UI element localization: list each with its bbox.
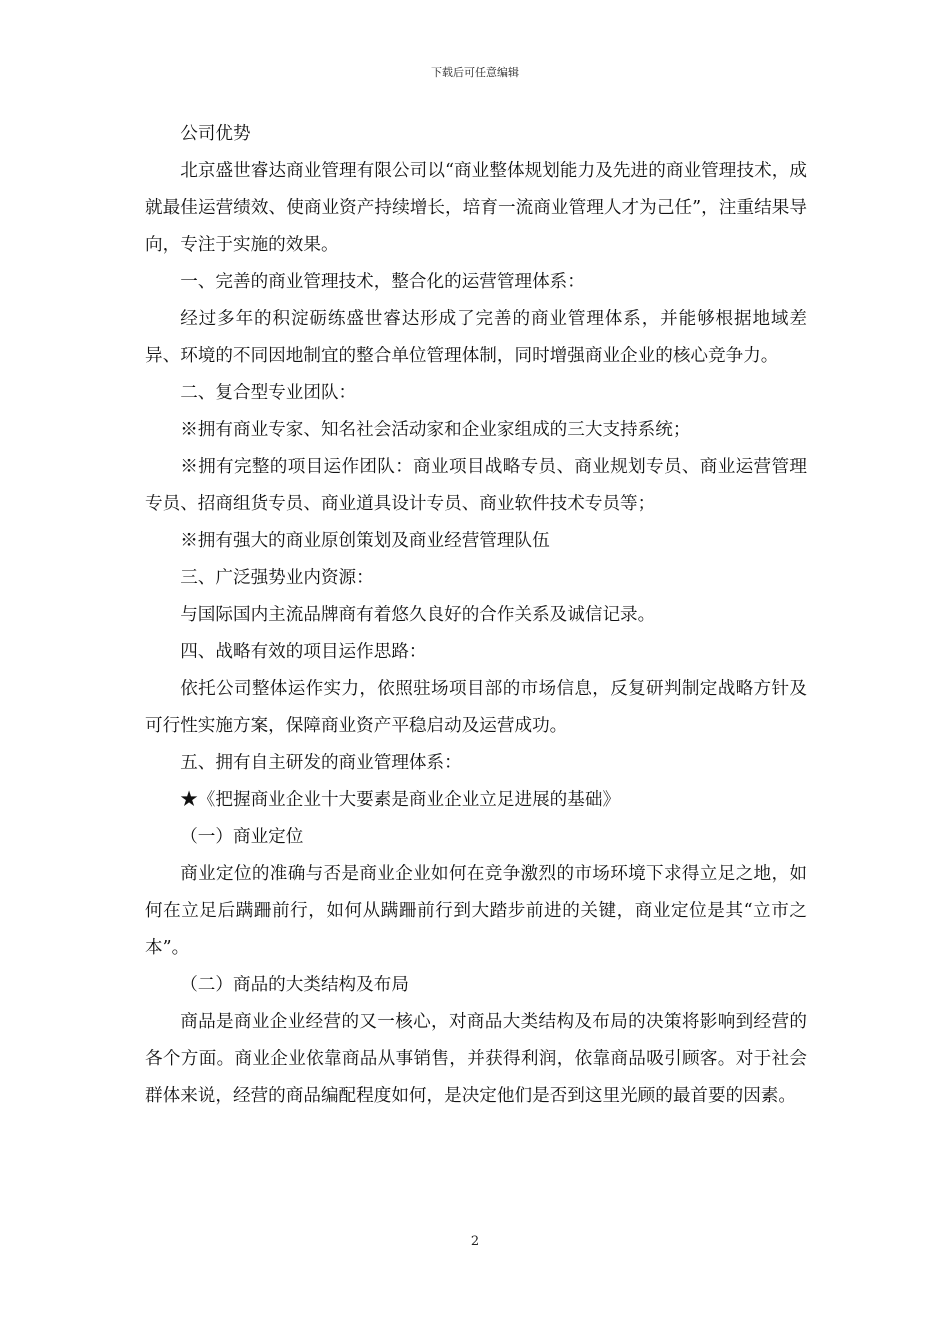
intro-paragraph: 北京盛世睿达商业管理有限公司以“商业整体规划能力及先进的商业管理技术，成就最佳运营绩效、使商业资产持续增长，培育一流商业管理人才为己任”，注重结果导向，专注于实施的效果。 (145, 161, 807, 255)
section-title: 公司优势 (180, 124, 251, 144)
heading-4: 四、战略有效的项目运作思路： (180, 642, 427, 662)
bullet-item: ※拥有完整的项目运作团队：商业项目战略专员、商业规划专员、商业运营管理专员、招商组货专员、商业道具设计专员、商业软件技术专员等； (145, 457, 807, 514)
subheading: （二）商品的大类结构及布局 (180, 975, 409, 995)
bullet-item: ※拥有商业专家、知名社会活动家和企业家组成的三大支持系统； (180, 420, 691, 440)
body-paragraph: 依托公司整体运作实力，依照驻场项目部的市场信息，反复研判制定战略方针及可行性实施方案，保障商业资产平稳启动及运营成功。 (145, 679, 807, 736)
bullet-item: ※拥有强大的商业原创策划及商业经营管理队伍 (180, 531, 550, 551)
heading-1: 一、完善的商业管理技术，整合化的运营管理体系： (180, 272, 585, 292)
heading-2: 二、复合型专业团队： (180, 383, 357, 403)
body-paragraph: 商品是商业企业经营的又一核心，对商品大类结构及布局的决策将影响到经营的各个方面。商业企业依靠商品从事销售，并获得利润，依靠商品吸引顾客。对于社会群体来说，经营的商品编配程度如何，是决定他们是否到这里光顾的最首要的因素。 (145, 1012, 807, 1106)
body-paragraph: 商业定位的准确与否是商业企业如何在竞争激烈的市场环境下求得立足之地，如何在立足后蹒跚前行，如何从蹒跚前行到大踏步前进的关键，商业定位是其“立市之本”。 (145, 864, 807, 958)
body-paragraph: 与国际国内主流品牌商有着悠久良好的合作关系及诚信记录。 (180, 605, 656, 625)
heading-3: 三、广泛强势业内资源： (180, 568, 374, 588)
subheading: （一）商业定位 (180, 827, 304, 847)
starred-title: ★《把握商业企业十大要素是商业企业立足进展的基础》 (180, 790, 621, 810)
heading-5: 五、拥有自主研发的商业管理体系： (180, 753, 462, 773)
page-number: 2 (470, 1234, 480, 1249)
document-body (145, 116, 807, 1115)
page-header: 下载后可任意编辑 (431, 66, 519, 79)
body-paragraph: 经过多年的积淀砺练盛世睿达形成了完善的商业管理体系，并能够根据地域差异、环境的不同因地制宜的整合单位管理体制，同时增强商业企业的核心竞争力。 (145, 309, 807, 366)
